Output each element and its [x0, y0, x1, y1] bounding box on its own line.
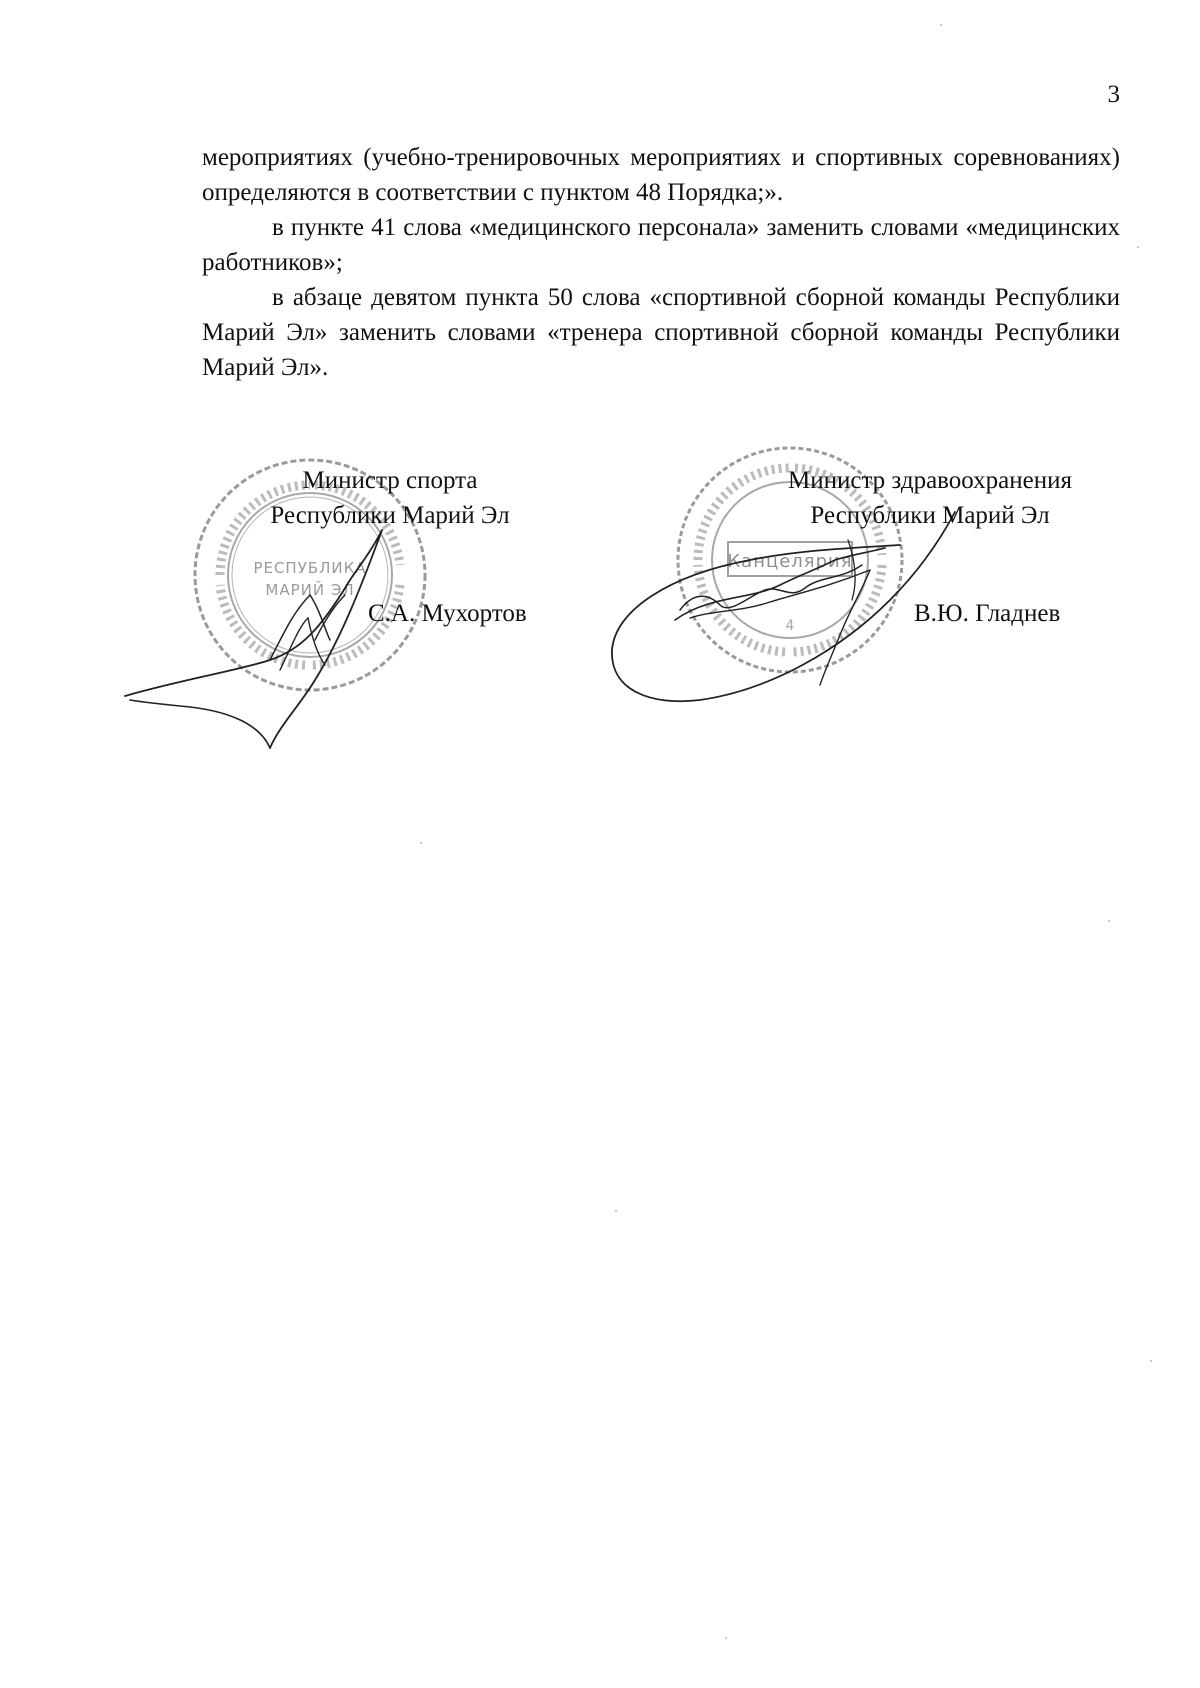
scan-speck: [1108, 920, 1110, 922]
body-text: [202, 140, 1120, 385]
left-title-line2: Республики Марий Эл: [270, 502, 510, 529]
right-handwritten-signature: [600, 500, 960, 720]
scan-speck: [1137, 246, 1139, 248]
svg-text:4: 4: [785, 618, 795, 634]
svg-text:МАРИЙ ЭЛ: МАРИЙ ЭЛ: [265, 581, 355, 599]
right-signatory-name: В.Ю. Гладнев: [914, 600, 1061, 627]
paragraph-3: в абзаце девятом пункта 50 слова «спортивной сборной команды Республики Марий Эл» заменить словами «тренера спортивной сборной команды Республики Марий Эл».: [202, 284, 1120, 381]
scan-speck: [420, 842, 422, 844]
left-signatory-title: [230, 463, 550, 533]
svg-text:РЕСПУБЛИКА: РЕСПУБЛИКА: [253, 559, 367, 577]
scan-speck: [615, 1210, 617, 1212]
left-title-line1: Министр спорта: [302, 467, 478, 494]
right-title-line1: Министр здравоохранения: [787, 467, 1073, 494]
svg-text:Канцелярия: Канцелярия: [727, 551, 853, 572]
scan-speck: [725, 1637, 727, 1639]
paragraph-1: мероприятиях (учебно-тренировочных мероприятиях и спортивных соревнованиях) определяются в соответствии с пунктом 48 Порядка;».: [202, 144, 1120, 206]
left-handwritten-signature: [120, 520, 400, 750]
page-number: 3: [1107, 81, 1120, 108]
right-title-line2: Республики Марий Эл: [810, 502, 1050, 529]
scan-speck: [940, 24, 942, 26]
scan-speck: [1150, 1360, 1152, 1362]
right-signatory-title: [760, 463, 1100, 533]
paragraph-2: в пункте 41 слова «медицинского персонала» заменить словами «медицинских работников»;: [202, 214, 1120, 276]
left-signatory-name: С.А. Мухортов: [368, 600, 527, 627]
